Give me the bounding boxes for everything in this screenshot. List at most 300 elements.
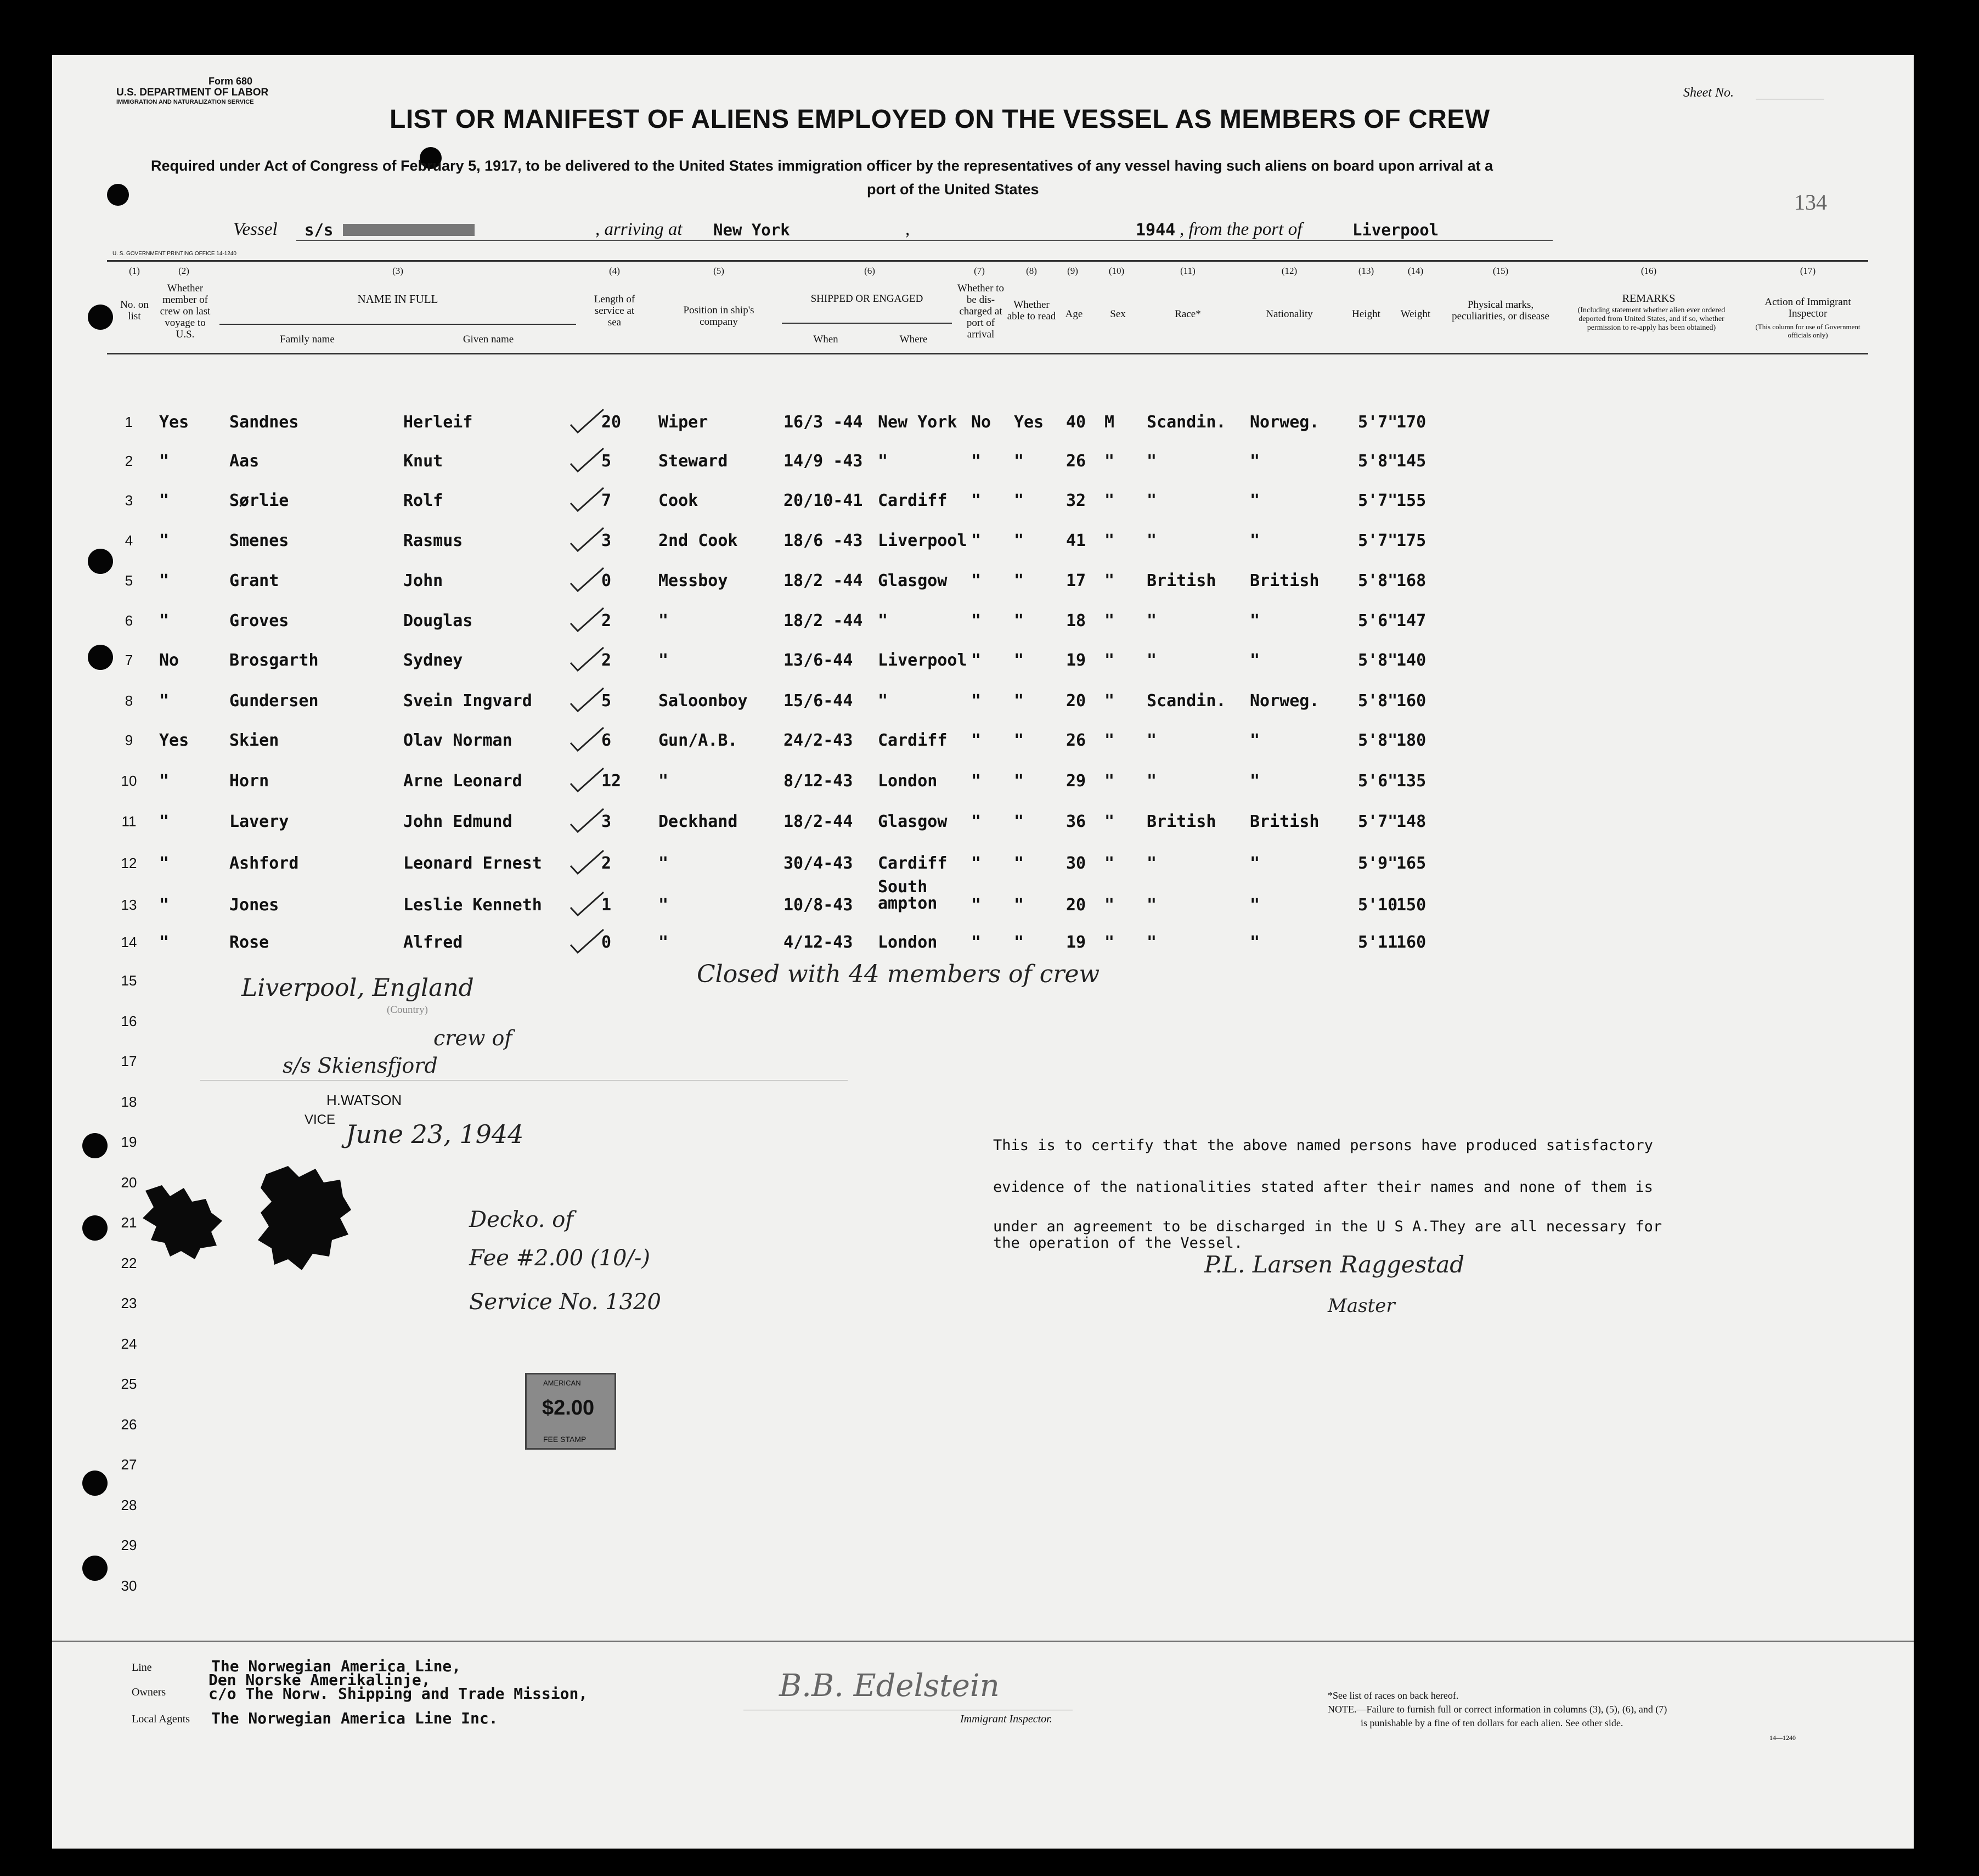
vice-label: VICE xyxy=(305,1112,336,1127)
punch-hole xyxy=(82,1471,108,1496)
row-nationality: Norweg. xyxy=(1250,691,1320,711)
col-header-nationality: Nationality xyxy=(1266,308,1313,320)
printing-office: U. S. GOVERNMENT PRINTING OFFICE 14-1240 xyxy=(112,251,236,257)
row-family-name: Groves xyxy=(229,611,289,630)
row-sex: " xyxy=(1104,611,1115,630)
seal-mark-left xyxy=(140,1180,228,1262)
row-service: 1 xyxy=(601,895,612,915)
empty-row-number: 26 xyxy=(121,1416,137,1433)
empty-row-number: 25 xyxy=(121,1376,137,1392)
row-position: " xyxy=(658,611,669,630)
row-member: " xyxy=(159,771,170,791)
row-where: Cardiff xyxy=(878,731,948,750)
row-position: " xyxy=(658,651,669,670)
row-age: 26 xyxy=(1066,452,1086,471)
row-position: Steward xyxy=(658,452,728,471)
row-number: 7 xyxy=(125,652,133,668)
row-given-name: Rasmus xyxy=(403,531,463,550)
row-service: 6 xyxy=(601,731,612,750)
row-service: 2 xyxy=(601,651,612,670)
col-header-service: Length of service at sea xyxy=(594,294,635,328)
check-mark-icon xyxy=(568,486,606,513)
row-race: " xyxy=(1147,771,1157,791)
empty-row-number: 18 xyxy=(121,1093,137,1110)
row-position: Wiper xyxy=(658,413,708,432)
col-header-when: When xyxy=(813,334,838,345)
row-discharged: " xyxy=(971,895,982,915)
page-number: 134 xyxy=(1794,190,1827,215)
empty-row-number: 21 xyxy=(121,1214,137,1231)
row-given-name: Knut xyxy=(403,452,443,471)
row-number: 14 xyxy=(121,934,137,950)
country-label: (Country) xyxy=(387,1004,428,1016)
check-mark-icon xyxy=(568,566,606,593)
col-number: (17) xyxy=(1800,266,1816,276)
empty-row-number: 29 xyxy=(121,1537,137,1553)
row-sex: " xyxy=(1104,771,1115,791)
row-family-name: Skien xyxy=(229,731,279,750)
row-number: 11 xyxy=(121,813,137,830)
row-height: 5'6" xyxy=(1358,611,1398,630)
row-number: 1 xyxy=(125,414,133,430)
row-height: 5'7" xyxy=(1358,491,1398,510)
row-number: 10 xyxy=(121,773,137,789)
row-sex: " xyxy=(1104,731,1115,750)
row-weight: 145 xyxy=(1396,452,1427,471)
row-member: Yes xyxy=(159,413,189,432)
punch-hole xyxy=(88,549,113,574)
row-weight: 150 xyxy=(1396,895,1427,915)
closed-note: Closed with 44 members of crew xyxy=(697,960,1100,988)
row-age: 30 xyxy=(1066,854,1086,873)
row-read: " xyxy=(1014,651,1024,670)
row-number: 8 xyxy=(125,692,133,709)
row-position: Messboy xyxy=(658,571,728,590)
row-discharged: " xyxy=(971,452,982,471)
row-sex: " xyxy=(1104,571,1115,590)
row-family-name: Smenes xyxy=(229,531,289,550)
row-where: " xyxy=(878,691,888,711)
row-where: Cardiff xyxy=(878,491,948,510)
check-mark-icon xyxy=(568,766,606,793)
row-race: " xyxy=(1147,854,1157,873)
check-mark-icon xyxy=(568,645,606,673)
row-age: 36 xyxy=(1066,812,1086,831)
col-number: (15) xyxy=(1492,266,1509,276)
row-race: " xyxy=(1147,491,1157,510)
row-family-name: Aas xyxy=(229,452,260,471)
col-header-family: Family name xyxy=(280,334,335,345)
header-bottom-rule xyxy=(107,353,1868,354)
check-mark-icon xyxy=(568,606,606,633)
row-age: 19 xyxy=(1066,933,1086,952)
empty-row-number: 17 xyxy=(121,1053,137,1069)
row-service: 7 xyxy=(601,491,612,510)
row-family-name: Sandnes xyxy=(229,413,299,432)
row-service: 5 xyxy=(601,691,612,711)
row-family-name: Lavery xyxy=(229,812,289,831)
owners-label: Owners xyxy=(132,1686,166,1698)
row-weight: 170 xyxy=(1396,413,1427,432)
row-height: 5'9" xyxy=(1358,854,1398,873)
row-race: " xyxy=(1147,651,1157,670)
row-given-name: John Edmund xyxy=(403,812,512,831)
handwritten-date: June 23, 1944 xyxy=(346,1119,524,1149)
row-given-name: Herleif xyxy=(403,413,473,432)
row-where: South ampton xyxy=(878,877,938,913)
stamp-top-text: AMERICAN xyxy=(543,1379,581,1387)
inspector-signature: B.B. Edelstein xyxy=(779,1668,1000,1704)
empty-row-number: 16 xyxy=(121,1012,137,1029)
row-nationality: " xyxy=(1250,452,1260,471)
row-height: 5'11 xyxy=(1358,933,1398,952)
fine-note: is punishable by a fine of ten dollars for each alien. See other side. xyxy=(1361,1717,1623,1728)
certification-line2: evidence of the nationalities stated after their names and none of them is xyxy=(993,1179,1653,1196)
row-read: " xyxy=(1014,452,1024,471)
row-position: " xyxy=(658,854,669,873)
row-race: " xyxy=(1147,611,1157,630)
row-when: 15/6-44 xyxy=(783,691,853,711)
empty-row-number: 24 xyxy=(121,1335,137,1352)
row-where: Glasgow xyxy=(878,812,948,831)
row-race: Scandin. xyxy=(1147,691,1226,711)
row-height: 5'7" xyxy=(1358,812,1398,831)
check-mark-icon xyxy=(568,446,606,474)
row-position: Gun/A.B. xyxy=(658,731,738,750)
row-when: 8/12-43 xyxy=(783,771,853,791)
master-signature: P.L. Larsen Raggestad xyxy=(1204,1251,1465,1278)
check-mark-icon xyxy=(568,848,606,876)
row-sex: " xyxy=(1104,933,1115,952)
col-header-age: Age xyxy=(1065,308,1083,320)
row-weight: 180 xyxy=(1396,731,1427,750)
row-nationality: " xyxy=(1250,771,1260,791)
col-number: (5) xyxy=(713,266,724,276)
from-label: , from the port of xyxy=(1180,219,1303,239)
row-number: 12 xyxy=(121,855,137,871)
row-when: 18/6 -43 xyxy=(783,531,863,550)
row-age: 26 xyxy=(1066,731,1086,750)
row-sex: " xyxy=(1104,691,1115,711)
row-family-name: Grant xyxy=(229,571,279,590)
line-label: Line xyxy=(132,1661,152,1674)
row-family-name: Ashford xyxy=(229,854,299,873)
row-service: 2 xyxy=(601,611,612,630)
row-nationality: British xyxy=(1250,812,1320,831)
punch-hole xyxy=(82,1215,108,1241)
row-weight: 160 xyxy=(1396,691,1427,711)
row-read: " xyxy=(1014,895,1024,915)
row-sex: " xyxy=(1104,452,1115,471)
empty-row-number: 22 xyxy=(121,1254,137,1271)
row-discharged: " xyxy=(971,933,982,952)
row-given-name: Alfred xyxy=(403,933,463,952)
row-family-name: Sørlie xyxy=(229,491,289,510)
row-age: 40 xyxy=(1066,413,1086,432)
sheet-label: Sheet No. xyxy=(1683,86,1734,100)
row-nationality: " xyxy=(1250,651,1260,670)
service: IMMIGRATION AND NATURALIZATION SERVICE xyxy=(116,99,254,105)
row-number: 4 xyxy=(125,532,133,549)
row-sex: " xyxy=(1104,812,1115,831)
row-age: 19 xyxy=(1066,651,1086,670)
row-when: 24/2-43 xyxy=(783,731,853,750)
col-header-height: Height xyxy=(1352,308,1380,320)
comma-mark: , xyxy=(905,219,910,239)
row-weight: 148 xyxy=(1396,812,1427,831)
row-age: 18 xyxy=(1066,611,1086,630)
owners-value-1: Den Norske Amerikalinje, xyxy=(208,1671,431,1689)
col-number: (2) xyxy=(178,266,189,276)
row-when: 18/2-44 xyxy=(783,812,853,831)
row-height: 5'8" xyxy=(1358,571,1398,590)
row-position: Cook xyxy=(658,491,698,510)
row-read: " xyxy=(1014,691,1024,711)
fee-line3: Service No. 1320 xyxy=(469,1289,661,1315)
row-number: 6 xyxy=(125,612,133,629)
vessel-label: Vessel xyxy=(233,219,278,239)
row-member: " xyxy=(159,531,170,550)
row-read: " xyxy=(1014,491,1024,510)
row-discharged: No xyxy=(971,413,991,432)
arriving-value: New York xyxy=(713,221,790,239)
row-number: 3 xyxy=(125,492,133,509)
row-given-name: Svein Ingvard xyxy=(403,691,532,711)
row-member: " xyxy=(159,933,170,952)
punch-hole xyxy=(82,1556,108,1581)
col-header-action-sub: (This column for use of Government officials only) xyxy=(1755,323,1860,339)
row-family-name: Brosgarth xyxy=(229,651,319,670)
row-sex: " xyxy=(1104,651,1115,670)
row-discharged: " xyxy=(971,531,982,550)
handwritten-vessel: s/s Skiensfjord xyxy=(283,1054,438,1078)
subtitle-line1: Required under Act of Congress of February 5, 1917, to be delivered to the United States immigration officer by the representatives of any vessel having such aliens on board upon arrival at a xyxy=(151,157,1493,174)
row-when: 13/6-44 xyxy=(783,651,853,670)
vessel-redacted xyxy=(343,224,475,236)
col-header-read: Whether able to read xyxy=(1007,299,1056,322)
row-discharged: " xyxy=(971,651,982,670)
row-read: " xyxy=(1014,771,1024,791)
row-service: 12 xyxy=(601,771,622,791)
watson-name: H.WATSON xyxy=(326,1092,402,1108)
row-age: 20 xyxy=(1066,691,1086,711)
form-number: Form 680 xyxy=(208,76,253,87)
row-nationality: " xyxy=(1250,531,1260,550)
row-weight: 160 xyxy=(1396,933,1427,952)
page-title: LIST OR MANIFEST OF ALIENS EMPLOYED ON THE VESSEL AS MEMBERS OF CREW xyxy=(390,105,1490,134)
row-when: 18/2 -44 xyxy=(783,571,863,590)
row-sex: " xyxy=(1104,895,1115,915)
row-sex: " xyxy=(1104,854,1115,873)
row-weight: 147 xyxy=(1396,611,1427,630)
row-position: Deckhand xyxy=(658,812,738,831)
check-mark-icon xyxy=(568,807,606,834)
row-where: Liverpool xyxy=(878,651,967,670)
row-service: 0 xyxy=(601,933,612,952)
fee-line2: Fee #2.00 (10/-) xyxy=(469,1246,651,1271)
col-number: (7) xyxy=(974,266,985,276)
row-when: 18/2 -44 xyxy=(783,611,863,630)
empty-row-number: 20 xyxy=(121,1174,137,1191)
row-race: " xyxy=(1147,933,1157,952)
certification-line1: This is to certify that the above named persons have produced satisfactory xyxy=(993,1137,1653,1154)
col-header-member: Whether member of crew on last voyage to U.S. xyxy=(160,283,211,340)
row-weight: 155 xyxy=(1396,491,1427,510)
col-header-where: Where xyxy=(899,334,928,345)
name-divider xyxy=(219,324,576,325)
row-given-name: Olav Norman xyxy=(403,731,512,750)
check-mark-icon xyxy=(568,890,606,917)
row-nationality: " xyxy=(1250,491,1260,510)
row-service: 2 xyxy=(601,854,612,873)
stamp-value: $2.00 xyxy=(542,1396,595,1419)
row-race: " xyxy=(1147,731,1157,750)
row-position: 2nd Cook xyxy=(658,531,738,550)
row-where: Glasgow xyxy=(878,571,948,590)
row-service: 0 xyxy=(601,571,612,590)
col-number: (3) xyxy=(392,266,403,276)
col-header-sex: Sex xyxy=(1110,308,1126,320)
row-member: " xyxy=(159,611,170,630)
certification-line3: under an agreement to be discharged in the U S A.They are all necessary for xyxy=(993,1218,1662,1235)
row-position: Saloonboy xyxy=(658,691,748,711)
row-given-name: Leslie Kenneth xyxy=(403,895,542,915)
row-weight: 165 xyxy=(1396,854,1427,873)
row-number: 5 xyxy=(125,572,133,589)
col-header-no: No. on list xyxy=(120,299,149,322)
row-family-name: Horn xyxy=(229,771,269,791)
row-when: 4/12-43 xyxy=(783,933,853,952)
empty-row-number: 30 xyxy=(121,1577,137,1594)
col-number: (14) xyxy=(1407,266,1424,276)
seal-mark-right xyxy=(255,1163,354,1273)
col-header-discharged: Whether to be dis-charged at port of arrival xyxy=(957,283,1004,340)
row-member: " xyxy=(159,812,170,831)
arriving-label: , arriving at xyxy=(595,219,683,239)
row-race: British xyxy=(1147,571,1216,590)
row-height: 5'6" xyxy=(1358,771,1398,791)
col-number: (4) xyxy=(609,266,620,276)
check-mark-icon xyxy=(568,686,606,713)
row-given-name: Leonard Ernest xyxy=(403,854,542,873)
col-header-physical: Physical marks, peculiarities, or disease xyxy=(1452,299,1549,322)
row-weight: 135 xyxy=(1396,771,1427,791)
row-service: 5 xyxy=(601,452,612,471)
row-position: " xyxy=(658,895,669,915)
subtitle-line2: port of the United States xyxy=(867,181,1039,198)
row-read: " xyxy=(1014,571,1024,590)
row-race: " xyxy=(1147,895,1157,915)
row-member: " xyxy=(159,854,170,873)
row-when: 20/10-41 xyxy=(783,491,863,510)
row-given-name: Sydney xyxy=(403,651,463,670)
row-where: " xyxy=(878,452,888,471)
empty-row-number: 19 xyxy=(121,1134,137,1150)
col-header-action: Action of Immigrant Inspector xyxy=(1764,296,1851,319)
col-number: (16) xyxy=(1640,266,1657,276)
fee-line1: Decko. of xyxy=(469,1207,574,1232)
row-discharged: " xyxy=(971,691,982,711)
row-nationality: " xyxy=(1250,611,1260,630)
col-number: (8) xyxy=(1026,266,1037,276)
row-discharged: " xyxy=(971,731,982,750)
row-number: 9 xyxy=(125,732,133,748)
empty-row-number: 28 xyxy=(121,1496,137,1513)
row-read: " xyxy=(1014,731,1024,750)
row-discharged: " xyxy=(971,491,982,510)
row-member: " xyxy=(159,691,170,711)
row-age: 20 xyxy=(1066,895,1086,915)
row-height: 5'8" xyxy=(1358,731,1398,750)
vessel-underline xyxy=(296,240,1553,241)
row-age: 32 xyxy=(1066,491,1086,510)
handwritten-place: Liverpool, England xyxy=(241,974,474,1002)
row-sex: " xyxy=(1104,531,1115,550)
row-height: 5'7" xyxy=(1358,413,1398,432)
col-header-remarks: REMARKS xyxy=(1622,292,1676,305)
row-read: " xyxy=(1014,933,1024,952)
vessel-year: 1944 xyxy=(1136,221,1176,240)
row-given-name: Rolf xyxy=(403,491,443,510)
row-nationality: " xyxy=(1250,933,1260,952)
row-race: British xyxy=(1147,812,1216,831)
row-where: London xyxy=(878,933,938,952)
row-read: " xyxy=(1014,611,1024,630)
row-weight: 175 xyxy=(1396,531,1427,550)
check-mark-icon xyxy=(568,927,606,955)
row-member: Yes xyxy=(159,731,189,750)
form-code: 14—1240 xyxy=(1769,1734,1796,1742)
certification-line4: the operation of the Vessel. xyxy=(993,1235,1243,1252)
row-age: 29 xyxy=(1066,771,1086,791)
header-top-rule xyxy=(107,260,1868,262)
row-read: " xyxy=(1014,854,1024,873)
row-service: 3 xyxy=(601,531,612,550)
row-read: Yes xyxy=(1014,413,1044,432)
row-where: New York xyxy=(878,413,957,432)
row-discharged: " xyxy=(971,854,982,873)
row-when: 14/9 -43 xyxy=(783,452,863,471)
col-header-race: Race* xyxy=(1175,308,1201,320)
races-note: *See list of races on back hereof. xyxy=(1328,1690,1459,1701)
row-family-name: Jones xyxy=(229,895,279,915)
row-read: " xyxy=(1014,812,1024,831)
row-weight: 140 xyxy=(1396,651,1427,670)
owners-value-2: c/o The Norw. Shipping and Trade Mission, xyxy=(208,1685,588,1703)
handwritten-crew-of: crew of xyxy=(433,1026,512,1050)
fee-stamp xyxy=(525,1373,616,1450)
from-value: Liverpool xyxy=(1352,221,1439,239)
row-height: 5'10 xyxy=(1358,895,1398,915)
failure-note: NOTE.—Failure to furnish full or correct information in columns (3), (5), (6), and (7) xyxy=(1328,1704,1667,1715)
col-header-position: Position in ship's company xyxy=(683,305,754,328)
row-discharged: " xyxy=(971,571,982,590)
col-number: (1) xyxy=(129,266,140,276)
col-number: (10) xyxy=(1108,266,1125,276)
check-mark-icon xyxy=(568,407,606,435)
row-member: " xyxy=(159,491,170,510)
row-height: 5'8" xyxy=(1358,691,1398,711)
col-header-given: Given name xyxy=(463,334,514,345)
row-given-name: Arne Leonard xyxy=(403,771,522,791)
row-age: 41 xyxy=(1066,531,1086,550)
row-number: 2 xyxy=(125,453,133,469)
row-given-name: John xyxy=(403,571,443,590)
col-header-name: NAME IN FULL xyxy=(357,292,438,306)
row-height: 5'8" xyxy=(1358,651,1398,670)
row-when: 10/8-43 xyxy=(783,895,853,915)
row-where: London xyxy=(878,771,938,791)
